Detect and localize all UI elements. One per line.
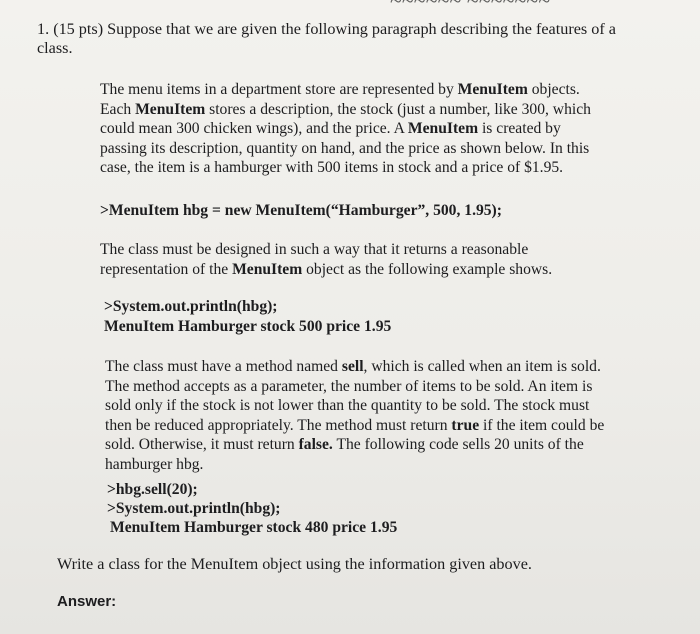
code-sell: >hbg.sell(20); — [107, 481, 198, 498]
paragraph-1-line-2: Each MenuItem stores a description, the stock (just a number, like 300, which — [100, 100, 591, 118]
code-output-2: MenuItem Hamburger stock 480 price 1.95 — [110, 519, 398, 536]
paragraph-3-line-6: hamburger hbg. — [105, 455, 204, 473]
cutoff-heading: ~~~~~~ ~~~~~~~ — [390, 0, 551, 13]
paragraph-2 — [100, 240, 660, 279]
instruction-text: Write a class for the MenuItem object using the information given above. — [57, 555, 532, 573]
paragraph-3-line-4: then be reduced appropriately. The method must return true if the item could be — [105, 416, 605, 434]
paragraph-3 — [105, 357, 665, 475]
paragraph-2-line-1: The class must be designed in such a way that it returns a reasonable — [100, 241, 529, 258]
paragraph-3-line-5: sold. Otherwise, it must return false. The following code sells 20 units of the — [105, 436, 584, 454]
question-line-2: class. — [37, 39, 73, 57]
paragraph-1-line-1: The menu items in a department store are represented by MenuItem objects. — [100, 81, 580, 98]
paragraph-3-line-1: The class must have a method named sell, which is called when an item is sold. — [105, 358, 601, 375]
paragraph-3-line-3: sold only if the stock is not lower than the quantity to be sold. The stock must — [105, 397, 590, 415]
paragraph-1-line-5: case, the item is a hamburger with 500 items in stock and a price of $1.95. — [100, 159, 564, 177]
answer-label: Answer: — [57, 593, 117, 610]
paragraph-1 — [100, 80, 660, 178]
paragraph-1-line-4: passing its description, quantity on hand, and the price as shown below. In this — [100, 139, 590, 157]
code-println-2: >System.out.println(hbg); — [107, 500, 281, 517]
paragraph-3-line-2: The method accepts as a parameter, the number of items to be sold. An item is — [105, 377, 593, 395]
paragraph-1-line-3: could mean 300 chicken wings), and the price. A MenuItem is created by — [100, 120, 561, 138]
paragraph-2-line-2: representation of the MenuItem object as the following example shows. — [100, 260, 553, 278]
code-println-1: >System.out.println(hbg); — [104, 298, 278, 315]
code-constructor: >MenuItem hbg = new MenuItem(“Hamburger”, 500, 1.95); — [100, 202, 502, 219]
code-output-1: MenuItem Hamburger stock 500 price 1.95 — [104, 318, 392, 335]
question-line-1: 1. (15 pts) Suppose that we are given the following paragraph describing the features of a — [37, 20, 616, 38]
